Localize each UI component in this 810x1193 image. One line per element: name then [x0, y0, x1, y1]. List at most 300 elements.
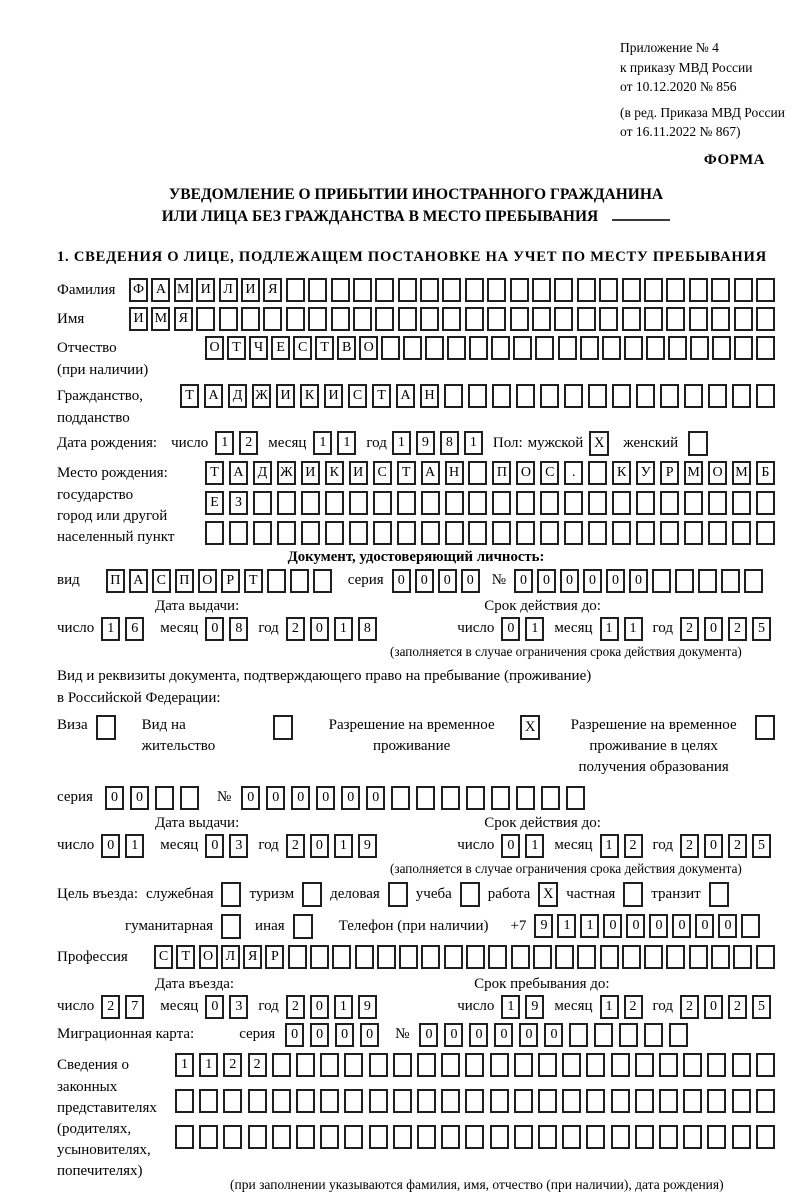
char-cell[interactable] — [659, 1125, 678, 1149]
char-cell[interactable]: 0 — [672, 914, 691, 938]
char-cell[interactable] — [344, 1053, 363, 1077]
char-cell[interactable] — [756, 945, 775, 969]
char-cell[interactable] — [577, 945, 596, 969]
char-cell[interactable] — [708, 384, 727, 408]
char-cell[interactable]: 1 — [101, 617, 120, 641]
char-cell[interactable] — [331, 278, 350, 302]
char-cell[interactable] — [652, 569, 671, 593]
char-cell[interactable] — [756, 336, 775, 360]
char-cell[interactable] — [538, 1053, 557, 1077]
char-cell[interactable] — [684, 384, 703, 408]
char-cell[interactable] — [175, 1125, 194, 1149]
char-cell[interactable] — [533, 945, 552, 969]
char-cell[interactable]: 0 — [718, 914, 737, 938]
char-cell[interactable] — [744, 569, 763, 593]
char-cell[interactable] — [708, 521, 727, 545]
purpose-work-checkbox[interactable]: X — [538, 882, 558, 907]
char-cell[interactable]: К — [300, 384, 319, 408]
char-cell[interactable] — [636, 521, 655, 545]
char-cell[interactable]: С — [152, 569, 171, 593]
char-cell[interactable] — [555, 945, 574, 969]
char-cell[interactable] — [355, 945, 374, 969]
char-cell[interactable] — [301, 491, 320, 515]
char-cell[interactable]: 2 — [680, 834, 699, 858]
char-cell[interactable] — [344, 1089, 363, 1113]
char-cell[interactable] — [397, 521, 416, 545]
char-cell[interactable] — [277, 491, 296, 515]
char-cell[interactable] — [577, 307, 596, 331]
char-cell[interactable] — [666, 278, 685, 302]
char-cell[interactable]: 2 — [286, 995, 305, 1019]
char-cell[interactable] — [175, 1089, 194, 1113]
char-cell[interactable] — [514, 1089, 533, 1113]
char-cell[interactable]: 1 — [215, 431, 234, 455]
char-cell[interactable]: 0 — [291, 786, 310, 810]
char-cell[interactable]: П — [492, 461, 511, 485]
char-cell[interactable] — [622, 307, 641, 331]
char-cell[interactable] — [445, 521, 464, 545]
char-cell[interactable] — [511, 945, 530, 969]
char-cell[interactable] — [554, 307, 573, 331]
char-cell[interactable]: 0 — [501, 834, 520, 858]
char-cell[interactable] — [600, 945, 619, 969]
char-cell[interactable] — [711, 307, 730, 331]
char-cell[interactable]: Т — [244, 569, 263, 593]
char-cell[interactable]: Ж — [252, 384, 271, 408]
char-cell[interactable] — [248, 1089, 267, 1113]
char-cell[interactable] — [196, 307, 215, 331]
char-cell[interactable] — [599, 307, 618, 331]
char-cell[interactable] — [369, 1053, 388, 1077]
char-cell[interactable]: 0 — [105, 786, 124, 810]
char-cell[interactable] — [734, 336, 753, 360]
char-cell[interactable] — [491, 786, 510, 810]
char-cell[interactable]: Н — [420, 384, 439, 408]
char-cell[interactable]: 2 — [286, 834, 305, 858]
char-cell[interactable]: Е — [271, 336, 290, 360]
sex-female-checkbox[interactable] — [688, 431, 708, 456]
char-cell[interactable]: . — [564, 461, 583, 485]
char-cell[interactable]: 0 — [341, 786, 360, 810]
char-cell[interactable] — [223, 1125, 242, 1149]
char-cell[interactable]: 0 — [560, 569, 579, 593]
char-cell[interactable] — [263, 307, 282, 331]
char-cell[interactable]: И — [129, 307, 148, 331]
char-cell[interactable] — [516, 521, 535, 545]
char-cell[interactable]: Т — [397, 461, 416, 485]
char-cell[interactable] — [756, 384, 775, 408]
char-cell[interactable]: 0 — [519, 1023, 538, 1047]
char-cell[interactable] — [420, 278, 439, 302]
char-cell[interactable] — [532, 278, 551, 302]
char-cell[interactable] — [241, 307, 260, 331]
char-cell[interactable]: 2 — [248, 1053, 267, 1077]
char-cell[interactable] — [373, 491, 392, 515]
char-cell[interactable] — [421, 521, 440, 545]
char-cell[interactable] — [756, 1125, 775, 1149]
char-cell[interactable]: Я — [174, 307, 193, 331]
char-cell[interactable] — [399, 945, 418, 969]
char-cell[interactable] — [466, 786, 485, 810]
char-cell[interactable] — [393, 1053, 412, 1077]
char-cell[interactable] — [732, 491, 751, 515]
char-cell[interactable] — [588, 491, 607, 515]
char-cell[interactable] — [375, 307, 394, 331]
char-cell[interactable] — [223, 1089, 242, 1113]
char-cell[interactable] — [272, 1089, 291, 1113]
char-cell[interactable] — [668, 336, 687, 360]
purpose-transit-checkbox[interactable] — [709, 882, 729, 907]
char-cell[interactable]: 0 — [501, 617, 520, 641]
char-cell[interactable] — [644, 307, 663, 331]
char-cell[interactable] — [684, 521, 703, 545]
purpose-study-checkbox[interactable] — [460, 882, 480, 907]
char-cell[interactable]: Р — [660, 461, 679, 485]
char-cell[interactable] — [540, 521, 559, 545]
char-cell[interactable]: 0 — [335, 1023, 354, 1047]
char-cell[interactable] — [353, 307, 372, 331]
char-cell[interactable] — [689, 945, 708, 969]
char-cell[interactable] — [712, 336, 731, 360]
char-cell[interactable] — [636, 491, 655, 515]
visa-checkbox[interactable] — [96, 715, 116, 740]
char-cell[interactable] — [199, 1125, 218, 1149]
char-cell[interactable] — [286, 278, 305, 302]
char-cell[interactable]: 1 — [199, 1053, 218, 1077]
char-cell[interactable] — [622, 945, 641, 969]
char-cell[interactable] — [564, 384, 583, 408]
char-cell[interactable] — [619, 1023, 638, 1047]
char-cell[interactable]: И — [241, 278, 260, 302]
char-cell[interactable] — [611, 1053, 630, 1077]
char-cell[interactable] — [707, 1089, 726, 1113]
char-cell[interactable] — [180, 786, 199, 810]
char-cell[interactable] — [248, 1125, 267, 1149]
char-cell[interactable] — [332, 945, 351, 969]
char-cell[interactable]: Д — [253, 461, 272, 485]
char-cell[interactable] — [447, 336, 466, 360]
char-cell[interactable]: Н — [445, 461, 464, 485]
char-cell[interactable]: 8 — [229, 617, 248, 641]
char-cell[interactable] — [466, 945, 485, 969]
purpose-business-checkbox[interactable] — [388, 882, 408, 907]
char-cell[interactable] — [313, 569, 332, 593]
purpose-official-checkbox[interactable] — [221, 882, 241, 907]
char-cell[interactable]: 0 — [704, 834, 723, 858]
char-cell[interactable]: Е — [205, 491, 224, 515]
char-cell[interactable]: 5 — [752, 834, 771, 858]
char-cell[interactable] — [711, 278, 730, 302]
char-cell[interactable]: 0 — [704, 617, 723, 641]
char-cell[interactable] — [320, 1125, 339, 1149]
char-cell[interactable]: А — [396, 384, 415, 408]
char-cell[interactable]: С — [373, 461, 392, 485]
char-cell[interactable]: 1 — [125, 834, 144, 858]
char-cell[interactable] — [660, 384, 679, 408]
char-cell[interactable] — [468, 521, 487, 545]
char-cell[interactable] — [660, 491, 679, 515]
char-cell[interactable] — [732, 384, 751, 408]
char-cell[interactable] — [286, 307, 305, 331]
char-cell[interactable] — [756, 278, 775, 302]
char-cell[interactable] — [465, 1125, 484, 1149]
char-cell[interactable]: 0 — [310, 1023, 329, 1047]
char-cell[interactable]: 8 — [358, 617, 377, 641]
char-cell[interactable]: П — [106, 569, 125, 593]
char-cell[interactable] — [683, 1089, 702, 1113]
char-cell[interactable]: М — [174, 278, 193, 302]
char-cell[interactable]: 9 — [358, 995, 377, 1019]
char-cell[interactable] — [490, 1053, 509, 1077]
char-cell[interactable] — [562, 1125, 581, 1149]
char-cell[interactable]: И — [324, 384, 343, 408]
char-cell[interactable]: 1 — [501, 995, 520, 1019]
char-cell[interactable] — [611, 1089, 630, 1113]
char-cell[interactable]: 0 — [461, 569, 480, 593]
char-cell[interactable]: 0 — [392, 569, 411, 593]
char-cell[interactable]: 0 — [419, 1023, 438, 1047]
char-cell[interactable] — [465, 1053, 484, 1077]
char-cell[interactable] — [219, 307, 238, 331]
char-cell[interactable] — [296, 1089, 315, 1113]
char-cell[interactable]: М — [151, 307, 170, 331]
char-cell[interactable]: О — [516, 461, 535, 485]
char-cell[interactable]: Р — [265, 945, 284, 969]
temp-residence-permit-checkbox[interactable]: X — [520, 715, 540, 740]
char-cell[interactable] — [669, 1023, 688, 1047]
char-cell[interactable] — [683, 1125, 702, 1149]
char-cell[interactable]: 0 — [626, 914, 645, 938]
char-cell[interactable] — [393, 1125, 412, 1149]
char-cell[interactable]: 0 — [704, 995, 723, 1019]
char-cell[interactable] — [588, 384, 607, 408]
char-cell[interactable]: 0 — [266, 786, 285, 810]
char-cell[interactable] — [381, 336, 400, 360]
char-cell[interactable]: 0 — [494, 1023, 513, 1047]
char-cell[interactable]: Ч — [249, 336, 268, 360]
char-cell[interactable]: 1 — [600, 617, 619, 641]
char-cell[interactable] — [756, 307, 775, 331]
char-cell[interactable]: 1 — [525, 617, 544, 641]
char-cell[interactable]: Т — [176, 945, 195, 969]
char-cell[interactable] — [562, 1089, 581, 1113]
char-cell[interactable]: 5 — [752, 617, 771, 641]
char-cell[interactable]: 1 — [464, 431, 483, 455]
char-cell[interactable] — [577, 278, 596, 302]
char-cell[interactable] — [349, 491, 368, 515]
edu-residence-permit-checkbox[interactable] — [755, 715, 775, 740]
char-cell[interactable] — [535, 336, 554, 360]
char-cell[interactable]: С — [540, 461, 559, 485]
char-cell[interactable]: 1 — [334, 834, 353, 858]
char-cell[interactable]: 0 — [444, 1023, 463, 1047]
char-cell[interactable] — [732, 1125, 751, 1149]
char-cell[interactable] — [580, 336, 599, 360]
char-cell[interactable] — [320, 1053, 339, 1077]
char-cell[interactable]: 2 — [223, 1053, 242, 1077]
char-cell[interactable] — [492, 384, 511, 408]
char-cell[interactable] — [421, 945, 440, 969]
char-cell[interactable]: С — [154, 945, 173, 969]
char-cell[interactable] — [538, 1089, 557, 1113]
char-cell[interactable]: 0 — [603, 914, 622, 938]
char-cell[interactable] — [516, 384, 535, 408]
char-cell[interactable] — [540, 384, 559, 408]
char-cell[interactable] — [532, 307, 551, 331]
char-cell[interactable]: З — [229, 491, 248, 515]
char-cell[interactable] — [444, 945, 463, 969]
char-cell[interactable]: 1 — [313, 431, 332, 455]
char-cell[interactable]: 1 — [334, 995, 353, 1019]
char-cell[interactable]: 9 — [358, 834, 377, 858]
char-cell[interactable] — [417, 1125, 436, 1149]
char-cell[interactable] — [586, 1125, 605, 1149]
char-cell[interactable] — [635, 1125, 654, 1149]
char-cell[interactable]: Л — [221, 945, 240, 969]
char-cell[interactable]: 1 — [600, 834, 619, 858]
char-cell[interactable] — [468, 491, 487, 515]
char-cell[interactable]: 6 — [125, 617, 144, 641]
char-cell[interactable] — [675, 569, 694, 593]
char-cell[interactable] — [465, 278, 484, 302]
char-cell[interactable] — [393, 1089, 412, 1113]
char-cell[interactable] — [569, 1023, 588, 1047]
char-cell[interactable] — [199, 1089, 218, 1113]
char-cell[interactable]: 2 — [624, 995, 643, 1019]
char-cell[interactable] — [441, 786, 460, 810]
char-cell[interactable] — [732, 521, 751, 545]
char-cell[interactable] — [331, 307, 350, 331]
char-cell[interactable] — [684, 491, 703, 515]
char-cell[interactable]: 0 — [205, 617, 224, 641]
char-cell[interactable] — [734, 278, 753, 302]
char-cell[interactable] — [514, 1125, 533, 1149]
char-cell[interactable] — [734, 307, 753, 331]
char-cell[interactable] — [468, 461, 487, 485]
char-cell[interactable] — [689, 307, 708, 331]
char-cell[interactable]: 3 — [229, 995, 248, 1019]
char-cell[interactable] — [698, 569, 717, 593]
char-cell[interactable] — [513, 336, 532, 360]
char-cell[interactable]: 0 — [310, 834, 329, 858]
char-cell[interactable]: 0 — [695, 914, 714, 938]
char-cell[interactable]: А — [129, 569, 148, 593]
char-cell[interactable]: 2 — [286, 617, 305, 641]
char-cell[interactable]: Д — [228, 384, 247, 408]
char-cell[interactable]: А — [151, 278, 170, 302]
char-cell[interactable] — [491, 336, 510, 360]
char-cell[interactable] — [516, 786, 535, 810]
char-cell[interactable] — [492, 491, 511, 515]
char-cell[interactable] — [267, 569, 286, 593]
char-cell[interactable]: Т — [315, 336, 334, 360]
char-cell[interactable] — [594, 1023, 613, 1047]
char-cell[interactable] — [492, 521, 511, 545]
char-cell[interactable] — [253, 521, 272, 545]
char-cell[interactable]: 2 — [680, 995, 699, 1019]
char-cell[interactable]: 8 — [440, 431, 459, 455]
char-cell[interactable]: 9 — [416, 431, 435, 455]
char-cell[interactable]: С — [293, 336, 312, 360]
char-cell[interactable] — [741, 914, 760, 938]
char-cell[interactable] — [564, 491, 583, 515]
char-cell[interactable] — [488, 945, 507, 969]
char-cell[interactable] — [277, 521, 296, 545]
char-cell[interactable] — [398, 307, 417, 331]
char-cell[interactable]: Т — [227, 336, 246, 360]
char-cell[interactable]: В — [337, 336, 356, 360]
char-cell[interactable]: П — [175, 569, 194, 593]
char-cell[interactable] — [538, 1125, 557, 1149]
char-cell[interactable]: 1 — [600, 995, 619, 1019]
char-cell[interactable] — [369, 1125, 388, 1149]
char-cell[interactable]: 0 — [205, 995, 224, 1019]
purpose-private-checkbox[interactable] — [623, 882, 643, 907]
char-cell[interactable]: Т — [372, 384, 391, 408]
char-cell[interactable]: 0 — [583, 569, 602, 593]
char-cell[interactable] — [636, 384, 655, 408]
char-cell[interactable] — [659, 1053, 678, 1077]
char-cell[interactable] — [558, 336, 577, 360]
purpose-tourism-checkbox[interactable] — [302, 882, 322, 907]
char-cell[interactable]: К — [325, 461, 344, 485]
char-cell[interactable] — [554, 278, 573, 302]
char-cell[interactable] — [465, 307, 484, 331]
char-cell[interactable] — [290, 569, 309, 593]
char-cell[interactable]: 0 — [316, 786, 335, 810]
char-cell[interactable] — [666, 307, 685, 331]
char-cell[interactable] — [756, 491, 775, 515]
char-cell[interactable] — [487, 278, 506, 302]
char-cell[interactable] — [373, 521, 392, 545]
char-cell[interactable]: А — [229, 461, 248, 485]
char-cell[interactable] — [683, 1053, 702, 1077]
char-cell[interactable]: 0 — [241, 786, 260, 810]
char-cell[interactable]: Л — [219, 278, 238, 302]
char-cell[interactable]: 0 — [101, 834, 120, 858]
char-cell[interactable] — [733, 945, 752, 969]
char-cell[interactable]: 2 — [728, 617, 747, 641]
char-cell[interactable]: А — [204, 384, 223, 408]
char-cell[interactable] — [296, 1053, 315, 1077]
char-cell[interactable]: 0 — [649, 914, 668, 938]
char-cell[interactable]: Ф — [129, 278, 148, 302]
char-cell[interactable]: И — [349, 461, 368, 485]
char-cell[interactable] — [420, 307, 439, 331]
char-cell[interactable]: 1 — [337, 431, 356, 455]
char-cell[interactable] — [612, 384, 631, 408]
char-cell[interactable] — [721, 569, 740, 593]
char-cell[interactable]: 0 — [537, 569, 556, 593]
char-cell[interactable] — [732, 1089, 751, 1113]
char-cell[interactable]: 2 — [728, 834, 747, 858]
char-cell[interactable]: 1 — [392, 431, 411, 455]
char-cell[interactable]: М — [684, 461, 703, 485]
char-cell[interactable] — [540, 491, 559, 515]
char-cell[interactable]: И — [301, 461, 320, 485]
char-cell[interactable] — [622, 278, 641, 302]
char-cell[interactable] — [708, 491, 727, 515]
char-cell[interactable] — [320, 1089, 339, 1113]
char-cell[interactable] — [301, 521, 320, 545]
char-cell[interactable]: Я — [263, 278, 282, 302]
char-cell[interactable]: Я — [243, 945, 262, 969]
char-cell[interactable] — [442, 307, 461, 331]
char-cell[interactable]: О — [205, 336, 224, 360]
char-cell[interactable]: М — [732, 461, 751, 485]
char-cell[interactable] — [756, 1089, 775, 1113]
char-cell[interactable]: 0 — [629, 569, 648, 593]
